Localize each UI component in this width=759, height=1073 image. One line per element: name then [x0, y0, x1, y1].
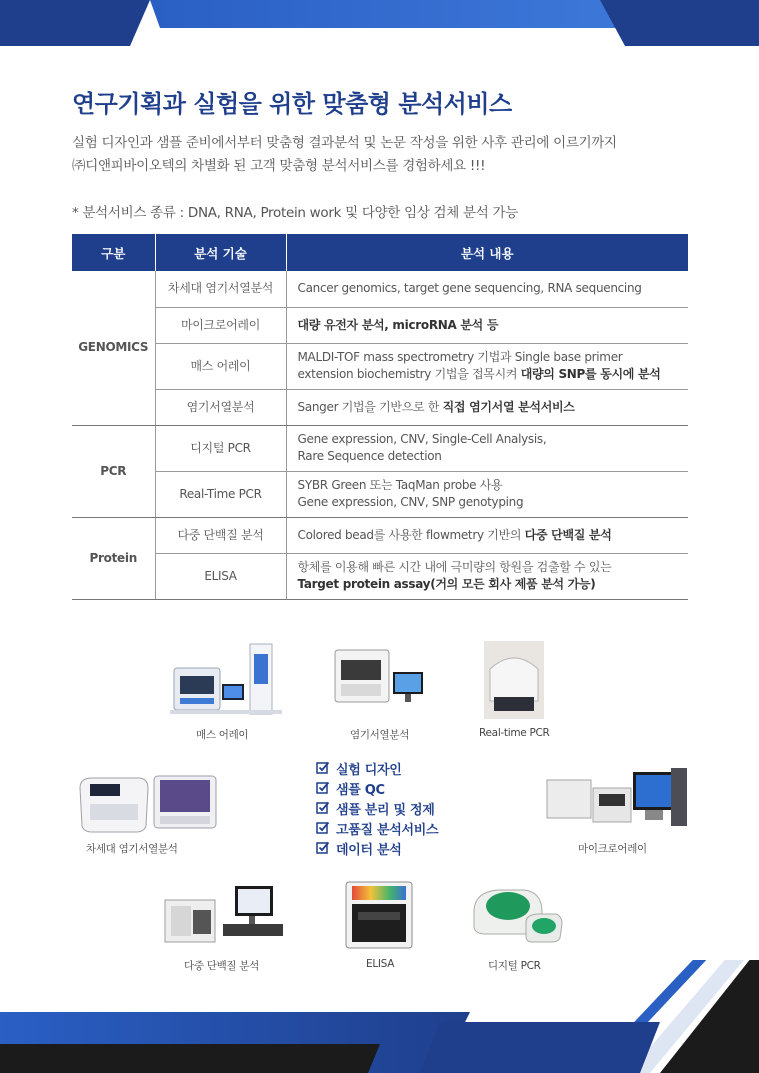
checklist-item [316, 778, 438, 798]
description-text: Rare Sequence detection [297, 449, 442, 463]
checklist-label: 샘플 QC [336, 782, 385, 798]
technology-cell: 매스 어레이 [155, 343, 286, 389]
table-row [72, 307, 688, 343]
checkbox-checked-icon [316, 781, 330, 795]
caption-ngs: 차세대 염기서열분석 [86, 843, 178, 855]
technology-cell: 마이크로어레이 [155, 307, 286, 343]
top-decor-band [0, 0, 759, 46]
description-cell [286, 471, 688, 517]
description-cell [286, 553, 688, 599]
description-cell [286, 271, 688, 307]
header-description: 분석 내용 [286, 234, 688, 271]
header-technology: 분석 기술 [155, 234, 286, 271]
description-text: MALDI-TOF mass spectrometry 기법과 Single base primer [297, 350, 623, 364]
description-cell [286, 343, 688, 389]
description-text: Gene expression, CNV, Single-Cell Analysis, [297, 432, 547, 446]
checklist-label: 고품질 분석서비스 [336, 822, 439, 838]
caption-realtime-pcr: Real-time PCR [479, 727, 550, 739]
digital-pcr-image [468, 882, 564, 944]
checkbox-checked-icon [316, 801, 330, 815]
header-category: 구분 [72, 234, 155, 271]
intro-line-2: ㈜디앤피바이오텍의 차별화 된 고객 맞춤형 분석서비스를 경험하세요 !!! [72, 158, 486, 174]
caption-sequencing: 염기서열분석 [350, 729, 410, 741]
table-row [72, 425, 688, 471]
description-cell [286, 389, 688, 425]
category-cell: Protein [72, 517, 155, 599]
description-text: extension biochemistry 기법을 접목시켜 [297, 367, 521, 381]
caption-multiplex-protein: 다중 단백질 분석 [184, 960, 259, 972]
description-text: 직접 염기서열 분석서비스 [442, 399, 575, 414]
table-row [72, 389, 688, 425]
service-checklist [316, 758, 438, 858]
caption-mass-array: 매스 어레이 [196, 729, 249, 741]
intro-line-1: 실험 디자인과 샘플 준비에서부터 맞춤형 결과분석 및 논문 작성을 위한 사후 관리에 이르기까지 [72, 135, 617, 151]
checklist-label: 실험 디자인 [336, 762, 402, 778]
caption-microarray: 마이크로어레이 [578, 843, 647, 855]
technology-cell: 다중 단백질 분석 [155, 517, 286, 553]
description-text: 대량 유전자 분석, microRNA 분석 등 [297, 317, 499, 332]
description-text: 대량의 SNP를 동시에 분석 [520, 367, 661, 381]
table-row [72, 271, 688, 307]
technology-cell: ELISA [155, 553, 286, 599]
description-cell [286, 425, 688, 471]
description-text: 항체를 이용해 빠른 시간 내에 극미량의 항원을 검출할 수 있는 [297, 560, 612, 574]
category-cell: PCR [72, 425, 155, 517]
service-types-note: * 분석서비스 종류 : DNA, RNA, Protein work 및 다양한 임상 검체 분석 가능 [72, 205, 518, 221]
table-row [72, 553, 688, 599]
multiplex-protein-image [163, 884, 287, 948]
checklist-item [316, 818, 438, 838]
description-text: Gene expression, CNV, SNP genotyping [297, 495, 524, 509]
bottom-decor-band [0, 960, 759, 1073]
description-text: Colored bead를 사용한 flowmetry 기반의 [297, 527, 525, 542]
caption-digital-pcr: 디지털 PCR [488, 960, 541, 972]
mass-array-image [170, 640, 282, 718]
description-cell [286, 517, 688, 553]
technology-cell: 디지털 PCR [155, 425, 286, 471]
elisa-image [344, 880, 414, 952]
checklist-item [316, 838, 438, 858]
checkbox-checked-icon [316, 761, 330, 775]
microarray-image [545, 766, 689, 834]
sequencing-image [333, 642, 427, 708]
checklist-item [316, 758, 438, 778]
technology-cell: Real-Time PCR [155, 471, 286, 517]
checkbox-checked-icon [316, 841, 330, 855]
checkbox-checked-icon [316, 821, 330, 835]
technology-cell: 염기서열분석 [155, 389, 286, 425]
category-cell: GENOMICS [72, 271, 155, 425]
description-text: Sanger 기법을 기반으로 한 [297, 399, 443, 414]
table-row [72, 343, 688, 389]
description-text: Target protein assay(거의 모든 회사 제품 분석 가능) [297, 577, 596, 591]
checklist-item [316, 798, 438, 818]
table-row [72, 517, 688, 553]
description-text: 다중 단백질 분석 [524, 527, 612, 542]
table-row [72, 471, 688, 517]
technology-cell: 차세대 염기서열분석 [155, 271, 286, 307]
description-cell [286, 307, 688, 343]
description-text: Cancer genomics, target gene sequencing, RNA sequencing [297, 281, 642, 296]
checklist-label: 샘플 분리 및 정제 [336, 802, 435, 818]
caption-elisa: ELISA [366, 958, 395, 970]
page-title: 연구기획과 실험을 위한 맞춤형 분석서비스 [72, 90, 512, 118]
realtime-pcr-image [484, 641, 544, 719]
description-text: SYBR Green 또는 TaqMan probe 사용 [297, 478, 503, 492]
checklist-label: 데이터 분석 [336, 842, 402, 858]
ngs-image [76, 774, 218, 836]
service-table [72, 234, 688, 600]
